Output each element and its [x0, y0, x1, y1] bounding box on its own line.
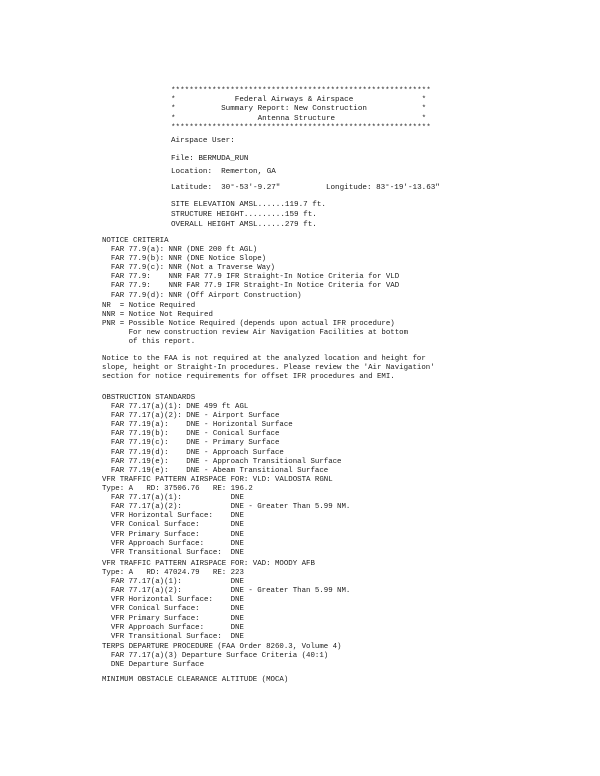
- notice-paragraph: [102, 355, 435, 382]
- banner-line: *********************************************************: [171, 87, 431, 95]
- report-banner: [171, 87, 431, 133]
- section-heading: MINIMUM OBSTACLE CLEARANCE ALTITUDE (MOCA): [102, 676, 289, 684]
- section-heading: VFR TRAFFIC PATTERN AIRSPACE FOR: VAD: MOODY AFB: [102, 560, 315, 568]
- file-field: File: BERMUDA_RUN: [171, 155, 249, 163]
- standard-line: FAR 77.17(a)(2): DNE - Airport Surface: [102, 412, 280, 421]
- vfr-line: VFR Primary Surface: DNE: [102, 530, 244, 539]
- paragraph-line: section for notice requirements for offset IFR procedures and EMI.: [102, 373, 395, 382]
- height-line: SITE ELEVATION AMSL......119.7 ft.: [171, 201, 326, 209]
- banner-line: *********************************************************: [171, 123, 431, 132]
- vfr-line: VFR Conical Surface: DNE: [102, 605, 244, 614]
- criteria-line: FAR 77.9(d): NNR (Off Airport Construction): [102, 291, 302, 300]
- standard-line: FAR 77.19(e): DNE - Abeam Transitional Surface: [102, 466, 329, 475]
- criteria-line: FAR 77.9(b): NNR (DNE Notice Slope): [102, 255, 267, 264]
- standard-line: FAR 77.17(a)(1): DNE 499 ft AGL: [102, 403, 249, 412]
- notice-criteria-section: [102, 237, 399, 301]
- vfr-vld-section: [102, 476, 350, 558]
- terps-section: [102, 643, 342, 670]
- height-summary: [171, 200, 326, 230]
- vfr-line: FAR 77.17(a)(2): DNE - Greater Than 5.99 NM.: [102, 503, 351, 512]
- legend-line: PNR = Possible Notice Required (depends upon actual IFR procedure): [102, 320, 395, 329]
- vfr-line: Type: A RD: 37506.76 RE: 196.2: [102, 485, 253, 494]
- notice-legend: [102, 302, 408, 347]
- vfr-line: FAR 77.17(a)(1): DNE: [102, 578, 244, 587]
- vfr-line: VFR Transitional Surface: DNE: [102, 548, 244, 557]
- airspace-user-field: Airspace User:: [171, 137, 235, 145]
- location-field: Location: Remerton, GA: [171, 168, 276, 176]
- standard-line: FAR 77.19(a): DNE - Horizontal Surface: [102, 421, 293, 430]
- vfr-vad-section: [102, 560, 350, 642]
- height-line: STRUCTURE HEIGHT.........159 ft.: [171, 211, 317, 219]
- terps-line: FAR 77.17(a)(3) Departure Surface Criteria (40:1): [102, 652, 329, 661]
- legend-line: For new construction review Air Navigation Facilities at bottom: [102, 329, 409, 338]
- obstruction-standards-section: [102, 394, 342, 476]
- standard-line: FAR 77.19(e): DNE - Approach Transitional Surface: [102, 457, 342, 466]
- legend-line: NNR = Notice Not Required: [102, 311, 213, 320]
- section-heading: OBSTRUCTION STANDARDS: [102, 394, 196, 402]
- lat-long-field: Latitude: 30°-53'-9.27" Longitude: 83°-19'-13.63": [171, 184, 440, 192]
- height-line: OVERALL HEIGHT AMSL......279 ft.: [171, 221, 317, 229]
- vfr-line: FAR 77.17(a)(1): DNE: [102, 494, 244, 503]
- standard-line: FAR 77.19(c): DNE - Primary Surface: [102, 439, 280, 448]
- paragraph-line: slope, height or Straight-In procedures. Please review the 'Air Navigation': [102, 364, 435, 373]
- vfr-line: FAR 77.17(a)(2): DNE - Greater Than 5.99 NM.: [102, 587, 351, 596]
- section-heading: NOTICE CRITERIA: [102, 237, 169, 245]
- criteria-line: FAR 77.9: NNR FAR 77.9 IFR Straight-In Notice Criteria for VLD: [102, 273, 400, 282]
- section-heading: VFR TRAFFIC PATTERN AIRSPACE FOR: VLD: VALDOSTA RGNL: [102, 476, 333, 484]
- standard-line: FAR 77.19(d): DNE - Approach Surface: [102, 448, 284, 457]
- legend-line: NR = Notice Required: [102, 302, 196, 310]
- moca-section: [102, 676, 288, 685]
- criteria-line: FAR 77.9(c): NNR (Not a Traverse Way): [102, 264, 275, 273]
- vfr-line: VFR Primary Surface: DNE: [102, 614, 244, 623]
- banner-line: * Federal Airways & Airspace *: [171, 96, 427, 105]
- terps-line: DNE Departure Surface: [102, 661, 205, 670]
- vfr-line: VFR Approach Surface: DNE: [102, 623, 244, 632]
- criteria-line: FAR 77.9(a): NNR (DNE 200 ft AGL): [102, 246, 258, 255]
- section-heading: TERPS DEPARTURE PROCEDURE (FAA Order 8260.3, Volume 4): [102, 643, 342, 651]
- vfr-line: VFR Conical Surface: DNE: [102, 521, 244, 530]
- legend-line: of this report.: [102, 338, 196, 347]
- vfr-line: VFR Horizontal Surface: DNE: [102, 596, 244, 605]
- vfr-line: VFR Approach Surface: DNE: [102, 539, 244, 548]
- vfr-line: Type: A RD: 47024.79 RE: 223: [102, 569, 244, 578]
- banner-line: * Antenna Structure *: [171, 114, 427, 123]
- standard-line: FAR 77.19(b): DNE - Conical Surface: [102, 430, 280, 439]
- criteria-line: FAR 77.9: NNR FAR 77.9 IFR Straight-In Notice Criteria for VAD: [102, 282, 400, 291]
- vfr-line: VFR Horizontal Surface: DNE: [102, 512, 244, 521]
- paragraph-line: Notice to the FAA is not required at the analyzed location and height for: [102, 355, 426, 363]
- banner-line: * Summary Report: New Construction *: [171, 105, 427, 114]
- vfr-line: VFR Transitional Surface: DNE: [102, 632, 244, 641]
